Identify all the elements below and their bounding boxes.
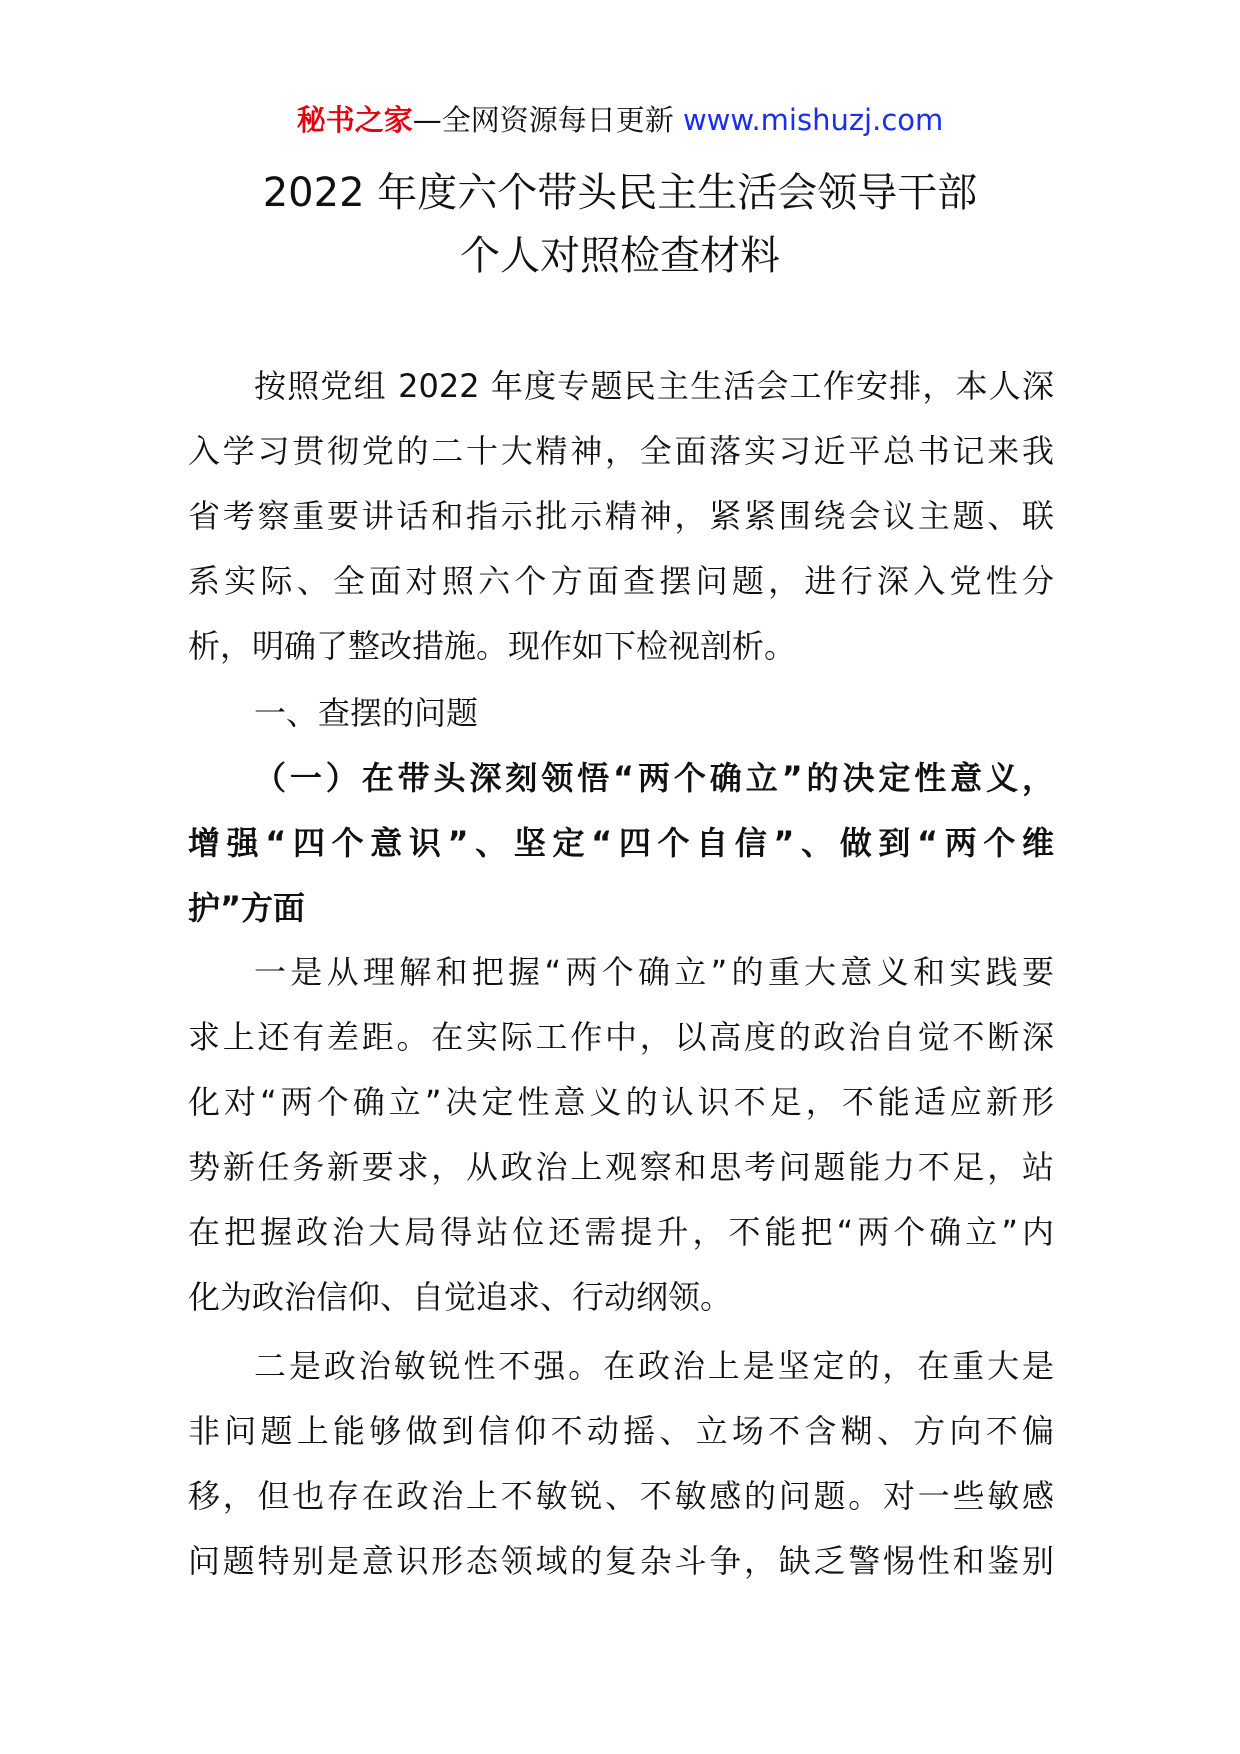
document-title-line-2: 个人对照检查材料 (460, 233, 780, 279)
site-header (0, 100, 1240, 140)
paragraph-line: 化为政治信仰、自觉追求、行动纲领。 (188, 1278, 733, 1316)
subsection-heading (188, 746, 1054, 941)
paragraph-line: 势新任务新要求，从政治上观察和思考问题能力不足，站 (188, 1148, 1054, 1186)
intro-paragraph (188, 354, 1054, 679)
paragraph-line: 系实际、全面对照六个方面查摆问题，进行深入党性分 (188, 562, 1054, 600)
subsection-heading-line: （一）在带头深刻领悟“两个确立”的决定性意义， (254, 759, 1054, 797)
paragraph-line: 非问题上能够做到信仰不动摇、立场不含糊、方向不偏 (188, 1412, 1054, 1450)
paragraph-line: 一是从理解和把握“两个确立”的重大意义和实践要 (254, 953, 1054, 991)
paragraph-line: 按照党组 2022 年度专题民主生活会工作安排，本人深 (254, 367, 1054, 405)
point-two-paragraph (188, 1334, 1054, 1594)
document-title-line-1: 2022 年度六个带头民主生活会领导干部 (262, 170, 978, 216)
subsection-heading-line: 增强“四个意识”、坚定“四个自信”、做到“两个维 (188, 824, 1054, 862)
paragraph-line: 问题特别是意识形态领域的复杂斗争，缺乏警惕性和鉴别 (188, 1542, 1054, 1580)
paragraph-line: 入学习贯彻党的二十大精神，全面落实习近平总书记来我 (188, 432, 1054, 470)
section-heading-text: 一、查摆的问题 (254, 694, 479, 732)
paragraph-line: 省考察重要讲话和指示批示精神，紧紧围绕会议主题、联 (188, 497, 1054, 535)
header-tagline: —全网资源每日更新 (412, 103, 674, 137)
paragraph-line: 析，明确了整改措施。现作如下检视剖析。 (188, 627, 797, 665)
subsection-heading-line: 护”方面 (188, 889, 306, 927)
site-link[interactable]: www.mishuzj.com (682, 103, 944, 137)
paragraph-line: 化对“两个确立”决定性意义的认识不足，不能适应新形 (188, 1083, 1054, 1121)
brand-name: 秘书之家 (296, 103, 413, 137)
paragraph-line: 在把握政治大局得站位还需提升，不能把“两个确立”内 (188, 1213, 1054, 1251)
paragraph-line: 二是政治敏锐性不强。在政治上是坚定的，在重大是 (254, 1347, 1054, 1385)
paragraph-line: 求上还有差距。在实际工作中，以高度的政治自觉不断深 (188, 1018, 1054, 1056)
paragraph-line: 移，但也存在政治上不敏锐、不敏感的问题。对一些敏感 (188, 1477, 1054, 1515)
point-one-paragraph (188, 940, 1054, 1330)
section-heading (188, 681, 1054, 746)
